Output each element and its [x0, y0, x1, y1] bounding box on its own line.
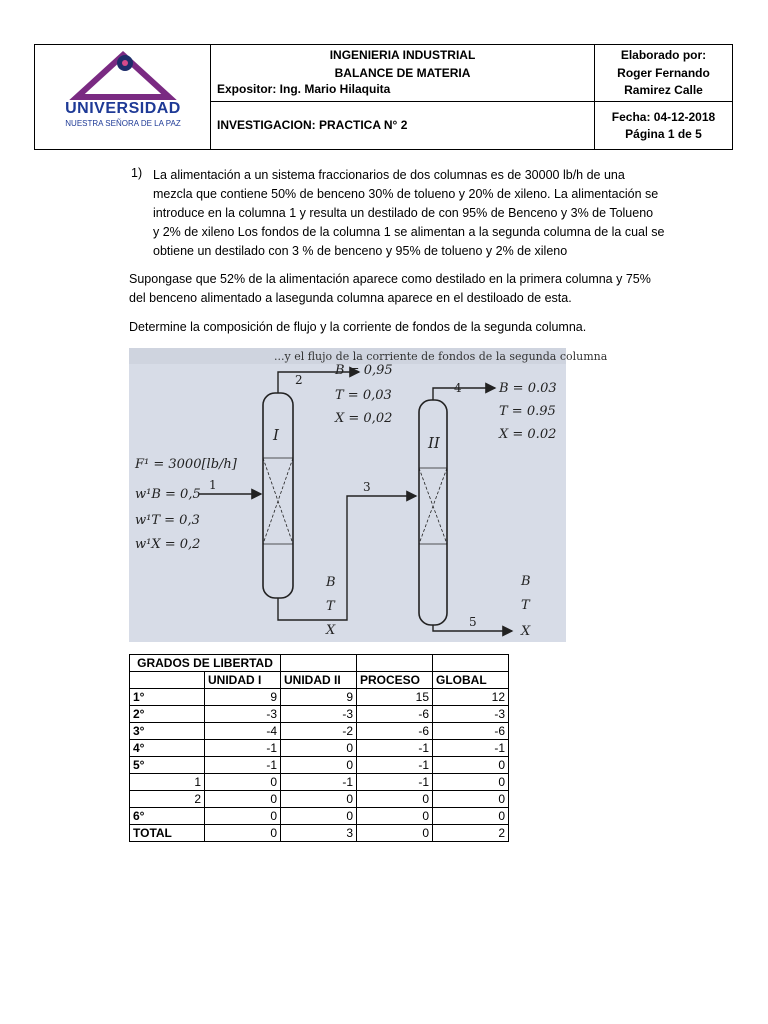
table-row: [130, 774, 509, 791]
bottoms-2-benzene: B: [521, 574, 531, 589]
table-cell: 0: [281, 808, 357, 825]
assumption-paragraph: [129, 270, 729, 308]
table-cell: 0: [281, 757, 357, 774]
date: Fecha: 04-12-2018: [611, 110, 716, 124]
problem-line: y 2% de xileno Los fondos de la columna 1 se alimentan a la segunda columna de la cual se: [153, 225, 665, 239]
course-info: [211, 45, 594, 102]
distillation-diagram-photo: [129, 348, 608, 642]
feed-toluene: w¹T = 0,3: [135, 513, 200, 528]
distillate-2-benzene: B = 0.03: [499, 381, 557, 396]
author-info: [595, 45, 732, 102]
row-label: 1°: [130, 689, 205, 706]
bottoms-1-xylene: X: [326, 623, 336, 638]
investigation-title: INVESTIGACION: PRACTICA N° 2: [217, 118, 408, 132]
table-cell: 0: [281, 740, 357, 757]
page-number: Página 1 de 5: [625, 127, 702, 141]
stream-4-label: 4: [454, 381, 462, 395]
column-header: GLOBAL: [433, 672, 509, 689]
university-logo-cell: [35, 45, 211, 149]
table-cell: 0: [205, 791, 281, 808]
course-subject: BALANCE DE MATERIA: [334, 66, 471, 80]
author-name-1: Roger Fernando: [617, 66, 710, 80]
distillate-1-benzene: B = 0,95: [335, 363, 393, 378]
table-cell: 0: [281, 791, 357, 808]
table-cell: -1: [433, 740, 509, 757]
table-cell: 0: [433, 808, 509, 825]
table-cell: [281, 655, 357, 672]
row-label: 2°: [130, 706, 205, 723]
column-header: UNIDAD I: [205, 672, 281, 689]
table-cell: 0: [357, 825, 433, 842]
table-cell: -1: [357, 774, 433, 791]
question-paragraph: Determine la composición de flujo y la corriente de fondos de la segunda columna.: [129, 320, 587, 334]
table-cell: [433, 655, 509, 672]
table-row: [130, 689, 509, 706]
table-cell: 12: [433, 689, 509, 706]
table-cell: 9: [281, 689, 357, 706]
row-label: TOTAL: [130, 825, 205, 842]
table-row: [130, 706, 509, 723]
column-header: UNIDAD II: [281, 672, 357, 689]
assumption-line: del benceno alimentado a lasegunda columna aparece en el destiloado de esta.: [129, 291, 572, 305]
table-cell: 0: [357, 791, 433, 808]
row-label: 4°: [130, 740, 205, 757]
table-cell: 0: [205, 808, 281, 825]
problem-line: introduce en la columna 1 y resulta un destilado de con 95% de Benceno y 3% de Tolueno: [153, 206, 654, 220]
table-cell: -3: [281, 706, 357, 723]
feed-benzene: w¹B = 0,5: [135, 487, 201, 502]
header-author-cell: [595, 45, 732, 149]
row-label: 5°: [130, 757, 205, 774]
table-row: [130, 791, 509, 808]
problem-line: obtiene un destilado con 3 % de benceno y 95% de tolueno y 2% de xileno: [153, 244, 568, 258]
table-title-row: [130, 655, 509, 672]
diagram-caption: ...y el flujo de la corriente de fondos de la segunda columna: [274, 350, 608, 363]
table-cell: 0: [433, 774, 509, 791]
row-label: 1: [130, 774, 205, 791]
table-cell: -1: [205, 757, 281, 774]
degrees-of-freedom-table: [129, 654, 509, 842]
distillate-2-xylene: X = 0.02: [499, 427, 557, 442]
column-header: [130, 672, 205, 689]
document-header: [34, 44, 733, 150]
stream-2-label: 2: [295, 373, 303, 387]
elaborado-label: Elaborado por:: [620, 48, 707, 62]
table-cell: -3: [433, 706, 509, 723]
table-row: [130, 740, 509, 757]
table-cell: 0: [433, 791, 509, 808]
table-cell: -6: [357, 723, 433, 740]
table-row: [130, 808, 509, 825]
university-logo-icon: [69, 51, 177, 101]
bottoms-2-toluene: T: [521, 598, 530, 613]
table-cell: -6: [433, 723, 509, 740]
table-cell: 9: [205, 689, 281, 706]
assumption-line: Supongase que 52% de la alimentación aparece como destilado en la primera columna y 75%: [129, 272, 651, 286]
stream-5-label: 5: [469, 615, 477, 629]
row-label: 2: [130, 791, 205, 808]
table-cell: [357, 655, 433, 672]
table-cell: -3: [205, 706, 281, 723]
table-cell: 0: [357, 808, 433, 825]
stream-1-label: 1: [209, 478, 217, 492]
column-header: PROCESO: [357, 672, 433, 689]
bottoms-2-xylene: X: [521, 624, 531, 639]
distillate-1-xylene: X = 0,02: [335, 411, 393, 426]
table-row: [130, 757, 509, 774]
author-name-2: Ramirez Calle: [624, 83, 703, 97]
table-cell: -1: [357, 757, 433, 774]
table-row: [130, 723, 509, 740]
header-course-cell: [211, 45, 595, 149]
stream-3-label: 3: [363, 480, 371, 494]
table-cell: 15: [357, 689, 433, 706]
course-name: INGENIERIA INDUSTRIAL: [329, 48, 476, 62]
row-label: 6°: [130, 808, 205, 825]
table-cell: -1: [357, 740, 433, 757]
table-total-row: [130, 825, 509, 842]
logo-title: UNIVERSIDAD: [65, 100, 181, 117]
table-cell: 0: [205, 825, 281, 842]
distillate-2-toluene: T = 0.95: [499, 404, 556, 419]
distillate-1-toluene: T = 0,03: [335, 388, 392, 403]
table-title: GRADOS DE LIBERTAD: [130, 655, 281, 672]
table-cell: -6: [357, 706, 433, 723]
table-cell: -2: [281, 723, 357, 740]
row-label: 3°: [130, 723, 205, 740]
table-cell: 3: [281, 825, 357, 842]
table-cell: 0: [433, 757, 509, 774]
table-cell: 2: [433, 825, 509, 842]
problem-line: La alimentación a un sistema fraccionarios de dos columnas es de 30000 lb/h de una: [153, 168, 625, 182]
table-cell: 0: [205, 774, 281, 791]
logo-subtitle: NUESTRA SEÑORA DE LA PAZ: [65, 119, 181, 128]
table-cell: -4: [205, 723, 281, 740]
table-cell: -1: [205, 740, 281, 757]
distillation-diagram: [129, 348, 608, 642]
column-1-label: I: [273, 426, 279, 444]
table-header-row: [130, 672, 509, 689]
problem-line: mezcla que contiene 50% de benceno 30% de tolueno y 20% de xileno. La alimentación se: [153, 187, 659, 201]
expositor: Expositor: Ing. Mario Hilaquita: [217, 82, 391, 96]
bottoms-1-toluene: T: [326, 599, 335, 614]
table-cell: -1: [281, 774, 357, 791]
feed-flow: F¹ = 3000[lb/h]: [135, 457, 237, 472]
feed-xylene: w¹X = 0,2: [135, 537, 201, 552]
bottoms-1-benzene: B: [326, 575, 336, 590]
problem-statement: [153, 166, 673, 261]
problem-number: 1): [131, 166, 143, 180]
column-2-label: II: [428, 434, 440, 452]
